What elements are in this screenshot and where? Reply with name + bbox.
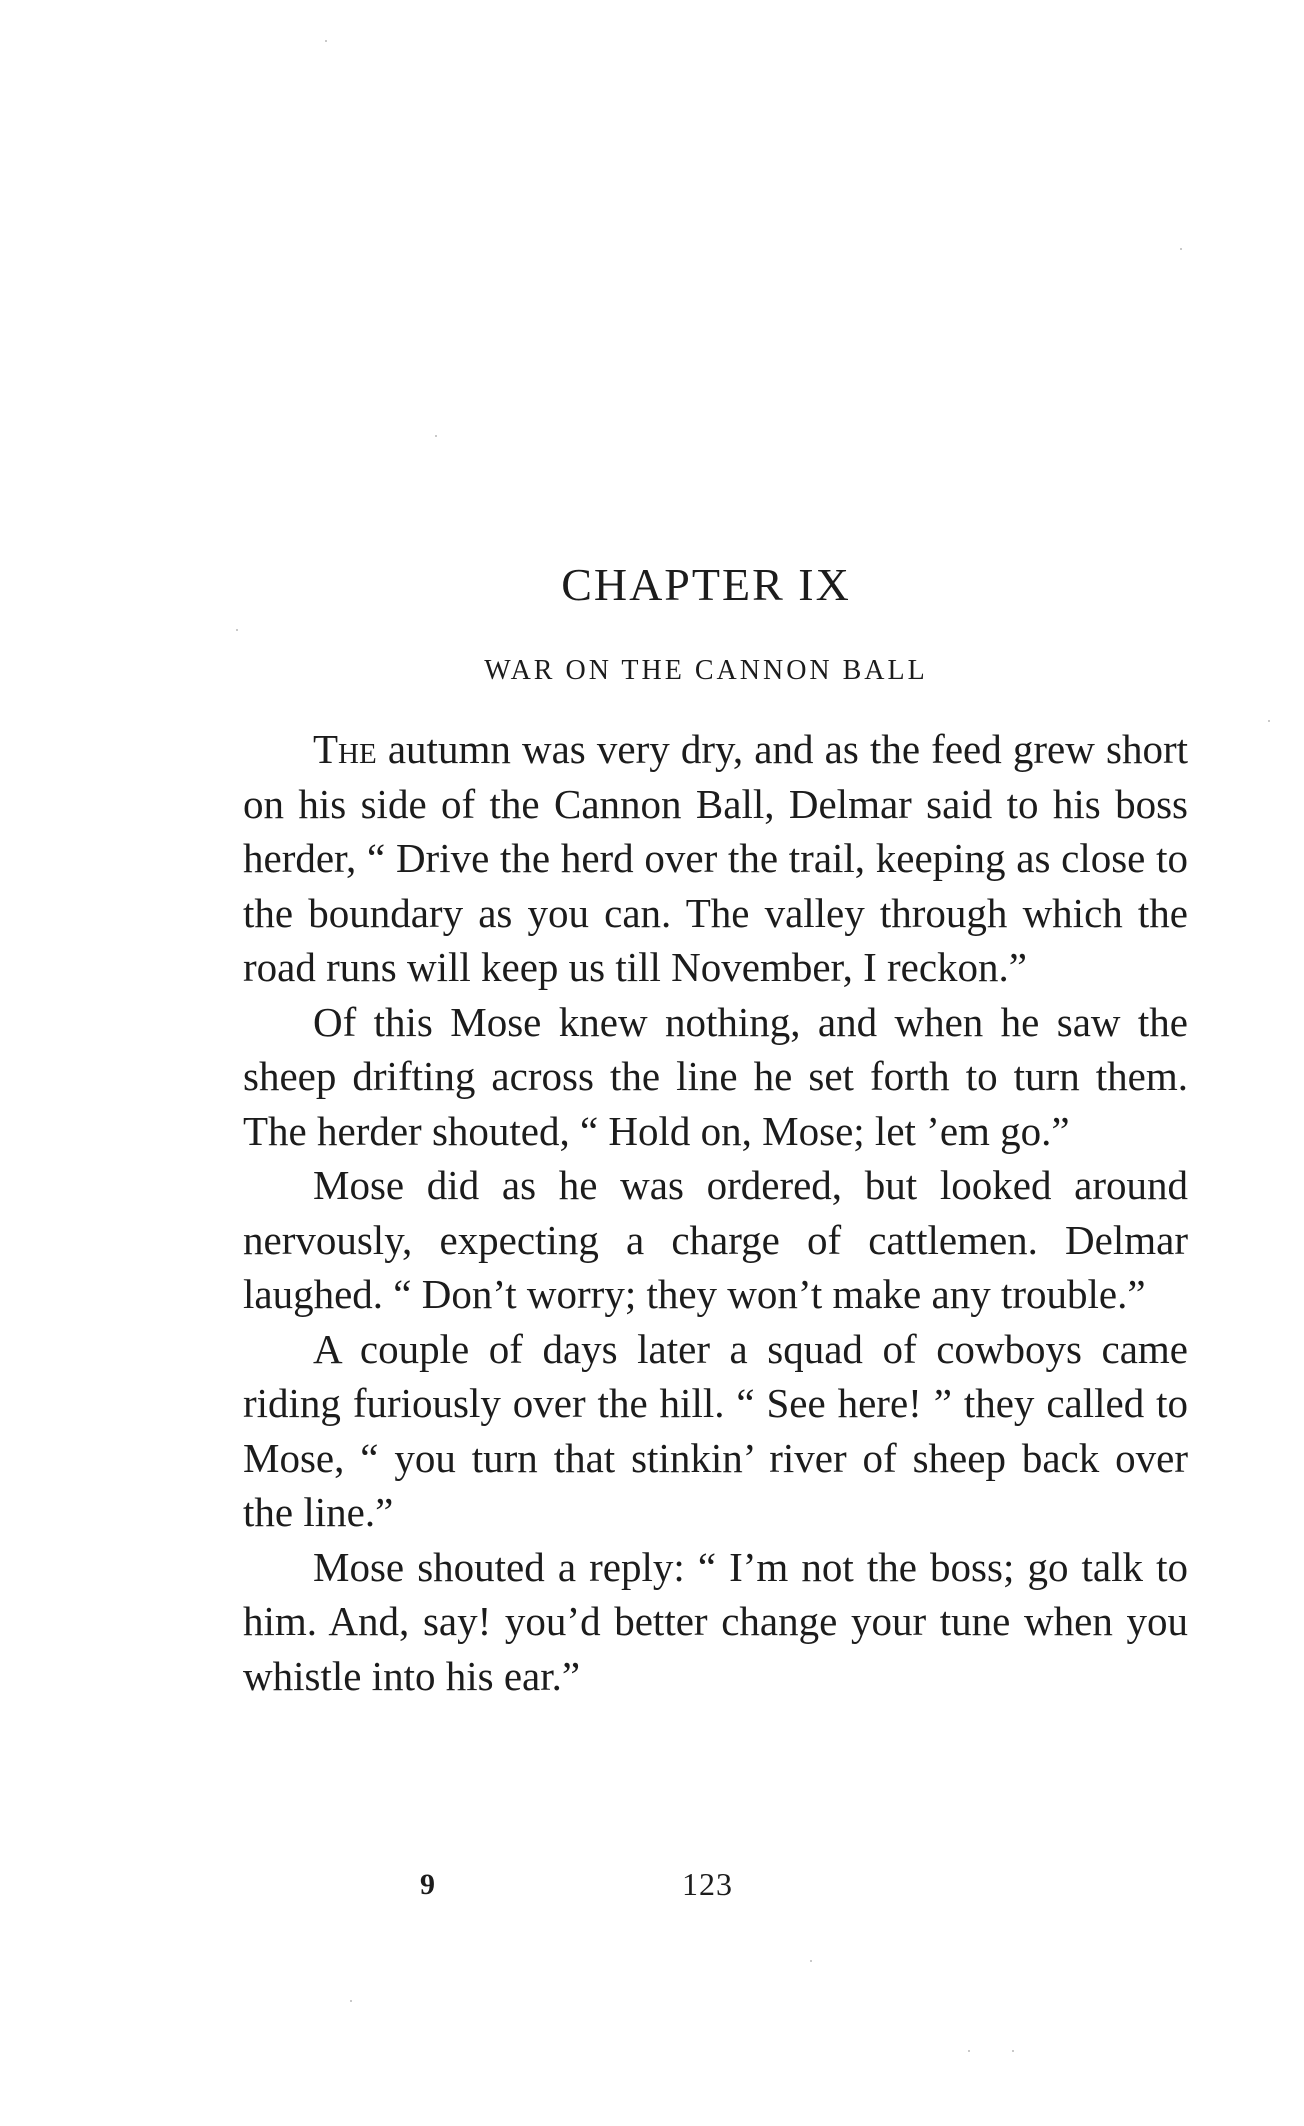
page-number: 123 <box>682 1866 733 1902</box>
paragraph-text: Mose shouted a reply: “ I’m not the boss; go talk to him. And, say! you’d better change your tune when you whistle into his ear.” <box>243 1543 1188 1699</box>
paper-speck <box>810 1960 812 1962</box>
paragraph <box>243 1158 1188 1322</box>
paper-speck <box>1180 248 1182 250</box>
paper-speck <box>1012 2050 1014 2052</box>
chapter-subtitle: WAR ON THE CANNON BALL <box>484 655 928 686</box>
paragraph-text: A couple of days later a squad of cowboys came riding furiously over the hill. “ See here! ” they called to Mose, “ you turn that stinkin’ river of sheep back over the line.” <box>243 1325 1188 1535</box>
paragraph-text: Mose did as he was ordered, but looked around nervously, expecting a charge of cattlemen. Delmar laughed. “ Don’t worry; they won’t make any trouble.” <box>243 1162 1188 1317</box>
paragraph-lead-word: The <box>313 726 377 772</box>
signature-mark: 9 <box>420 1868 435 1901</box>
paper-speck <box>435 435 437 437</box>
paper-speck <box>1268 720 1270 722</box>
paragraph <box>243 995 1188 1159</box>
paper-speck <box>236 629 238 631</box>
paper-speck <box>350 2000 352 2002</box>
paper-speck <box>968 2050 970 2052</box>
paragraph-text: autumn was very dry, and as the feed grew short on his side of the Cannon Ball, Delmar said to his boss herder, “ Drive the herd over the trail, keeping as close to the boundary as you can. The valley through which the road runs will keep us till November, I reckon.” <box>243 726 1188 990</box>
paragraph <box>243 1322 1188 1540</box>
paragraph <box>243 1540 1188 1704</box>
paper-speck <box>325 40 327 42</box>
paragraph-text: Of this Mose knew nothing, and when he saw the sheep drifting across the line he set forth to turn them. The herder shouted, “ Hold on, Mose; let ’em go.” <box>243 998 1188 1154</box>
chapter-body <box>243 722 1188 1703</box>
chapter-title: CHAPTER IX <box>561 559 851 610</box>
paragraph <box>243 722 1188 995</box>
